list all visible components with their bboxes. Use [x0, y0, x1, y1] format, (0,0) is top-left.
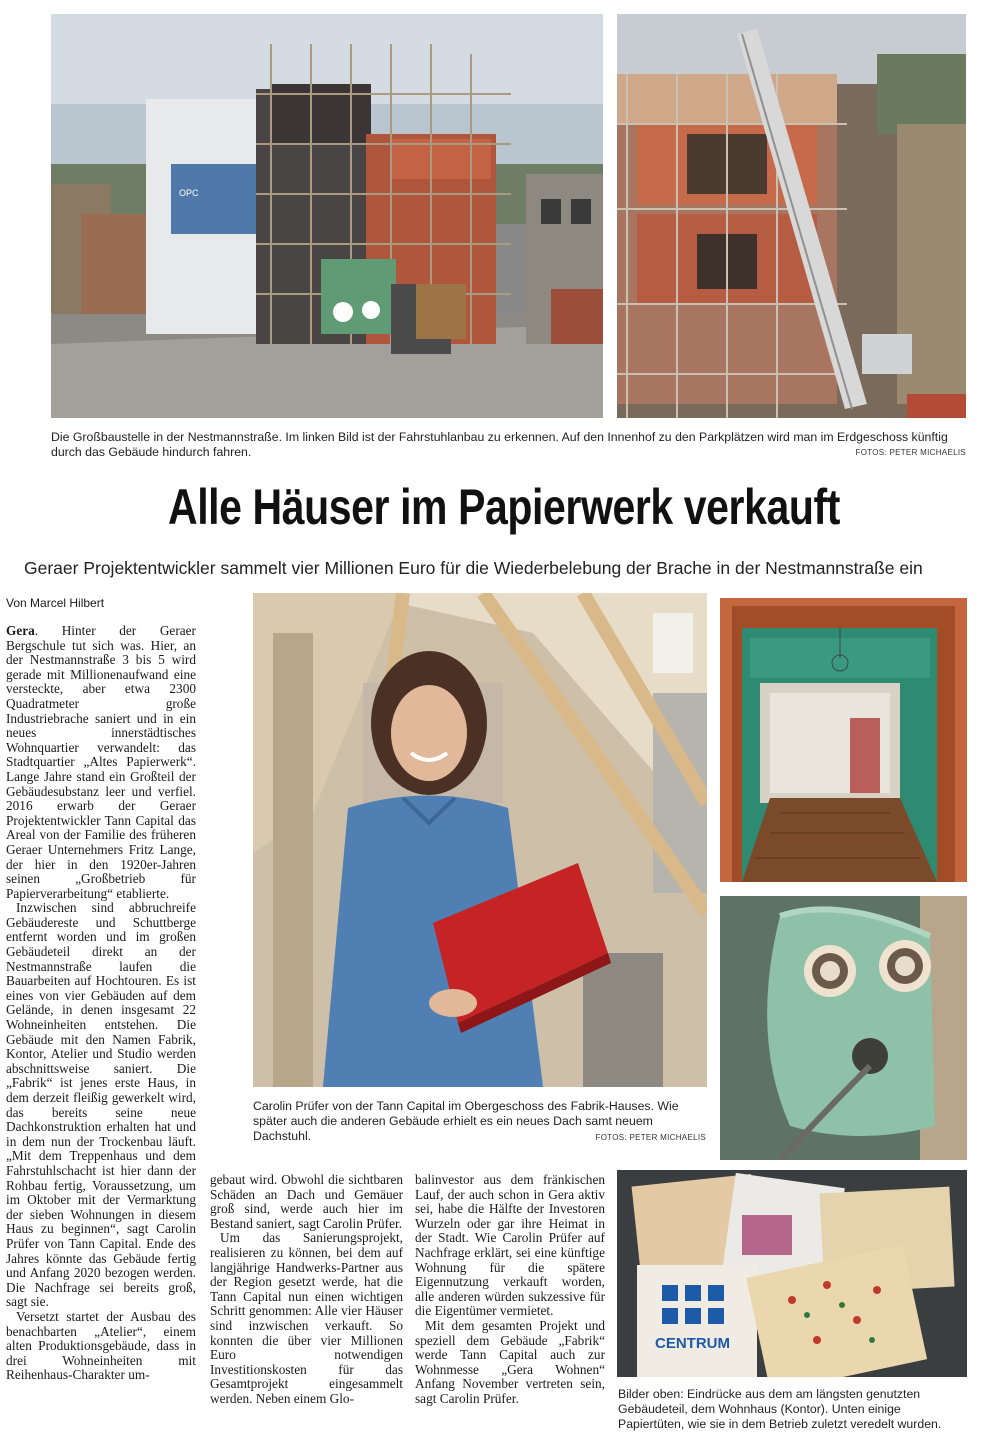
subheadline: Geraer Projektentwickler sammelt vier Millionen Euro für die Wiederbelebung der Brache in der Nestmannstraße ein — [24, 558, 923, 578]
paper-bags-caption: Bilder oben: Eindrücke aus dem am längsten genutzten Gebäudeteil, dem Wohnhaus (Kontor). Unten einige Papiertüten, wie sie in dem Betrieb zuletzt veredelt wurden. — [618, 1387, 942, 1431]
article-column-1 — [6, 624, 196, 1383]
portrait-photo-credit: FOTOS: PETER MICHAELIS — [595, 1133, 706, 1142]
old-light-switch-photo — [720, 896, 967, 1160]
portrait-photo-carolin-pruefer — [253, 593, 707, 1087]
headline: Alle Häuser im Papierwerk verkauft — [168, 479, 840, 535]
paper-bags-photo — [617, 1170, 967, 1377]
article-paragraph: Versetzt startet der Ausbau des benachbarten „Atelier“, einem alten Produktionsgebäude, dass in drei Wohneinheiten mit Reihenhaus-Charakter um- — [6, 1308, 196, 1383]
article-paragraph — [6, 624, 196, 901]
article-paragraph: Mit dem gesamten Projekt und speziell dem Gebäude „Fabrik“ werde Tann Capital auch zur Wohnmesse „Gera Wohnen“ Anfang November vertreten sein, sagt Carolin Prüfer. — [415, 1317, 605, 1406]
construction-courtyard-photo-right — [617, 14, 966, 418]
article-paragraph: balinvestor aus dem fränkischen Lauf, der auch schon in Gera aktiv sei, habe die Hälfte der Investoren Wurzeln oder gar ihre Heimat in der Stadt. Wie Carolin Prüfer auf Nachfrage erklärt, sei eine künftige Wohnung für die spätere Eigennutzung verkauft worden, alle anderen würden sukzessive für die Eigentümer vermietet. — [415, 1172, 605, 1319]
article-paragraph: Um das Sanierungsprojekt, realisieren zu können, bei dem auf langjährige Handwerks-Partner aus der Region gesetzt werde, hat die Tann Capital nun einen wichtigen Schritt genommen: Alle vier Häuser sind inzwischen verkauft. So konnten die über vier Millionen Euro notwendigen Investitionskosten für das Gesamtprojekt eingesammelt werden. Neben einem Glo- — [210, 1230, 403, 1406]
top-photo-credit: FOTOS: PETER MICHAELIS — [855, 448, 966, 457]
dateline: Gera — [6, 623, 35, 638]
portrait-photo-caption: Carolin Prüfer von der Tann Capital im Obergeschoss des Fabrik-Hauses. Wie später auch die anderen Gebäude erhielt es ein neues Dach samt neuem Dachstuhl. — [253, 1099, 679, 1143]
article-column-3 — [415, 1173, 605, 1407]
interior-room-photo — [720, 598, 967, 882]
banner-sign-text: OPC — [179, 188, 199, 198]
article-paragraph: Inzwischen sind abbruchreife Gebäudereste und Schuttberge entfernt worden und im großen Gebäudeteil direkt an der Nestmannstraße laufen die Bauarbeiten auf Hochtouren. Es ist eines von vier Gebäuden auf dem Gelände, in denen insgesamt 22 Wohneinheiten entstehen. Die Gebäude mit den Namen Fabrik, Kontor, Atelier und Studio werden abschnittsweise saniert. Die „Fabrik“ ist jenes erste Haus, in dem derzeit fleißig gewerkelt wird, das bereits seine neue Dachkonstruktion erhalten hat und in dem nun der Trockenbau läuft. „Mit dem Treppenhaus und dem Fahrstuhlschacht ist hier dann der Rohbau fertig, Voraussetzung, um im Oktober mit der Vermarktung der sieben Wohnungen in diesem Haus zu beginnen“, sagt Carolin Prüfer von Tann Capital. Ende des Jahres könnte das Gebäude fertig und Anfang 2020 bezogen werden. Die Nachfrage sei bereits groß, sagt sie. — [6, 900, 196, 1310]
byline: Von Marcel Hilbert — [6, 596, 105, 610]
bag-centrum-text: CENTRUM — [655, 1335, 730, 1352]
article-column-2 — [210, 1173, 403, 1407]
article-paragraph: gebaut wird. Obwohl die sichtbaren Schäden an Dach und Gemäuer groß sind, werde auch hier im Bestand saniert, sagt Carolin Prüfer. — [210, 1172, 403, 1231]
top-photo-caption: Die Großbaustelle in der Nestmannstraße. Im linken Bild ist der Fahrstuhlanbau zu erkennen. Auf den Innenhof zu den Parkplätzen wird man im Erdgeschoss künftig durch das Gebäude hindurch fahren. — [51, 430, 948, 459]
construction-site-photo-left — [51, 14, 603, 418]
paragraph-text: . Hinter der Geraer Bergschule tut sich was. Hier, an der Nestmannstraße 3 bis 5 wird gerade mit Millionenaufwand eine versteckte, aber etwa 2300 Quadratmeter große Industriebrache saniert und in ein neues innerstädtisches Wohnquartier verwandelt: das Stadtquartier „Altes Papierwerk“. Lange Jahre stand ein Großteil der Gebäudesubstanz leer und verfiel. 2016 erwarb der Geraer Projektentwickler Tann Capital das Areal von der Familie des früheren Geraer Unternehmers Fritz Lange, der hier in den 1920er-Jahren seinen „Großbetrieb für Papierverarbeitung“ etablierte. — [6, 623, 196, 901]
